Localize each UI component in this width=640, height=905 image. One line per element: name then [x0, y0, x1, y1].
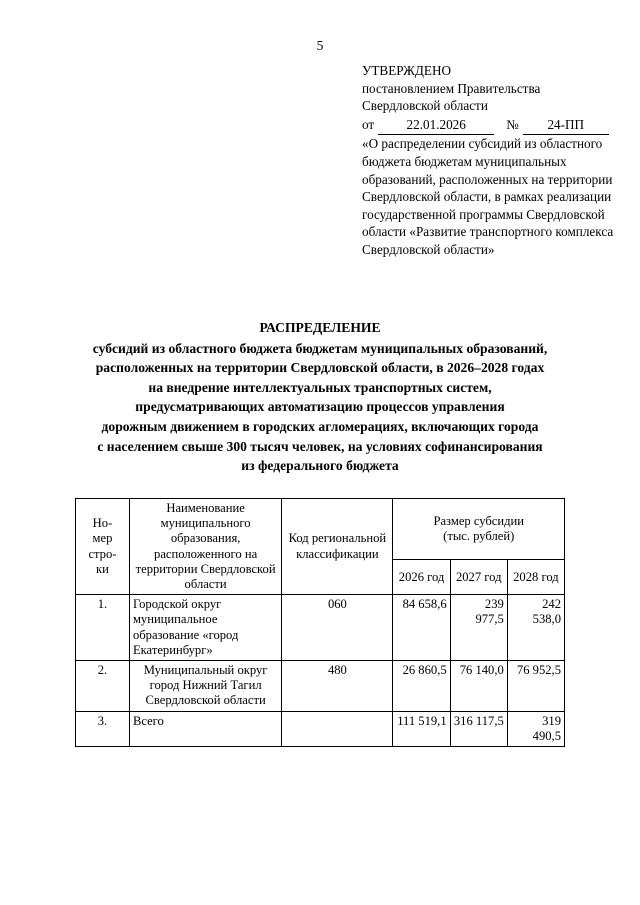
approval-line-1: постановлением Правительства [362, 80, 541, 96]
title-line-1: субсидий из областного бюджета бюджетам муниципальных образований, [92, 340, 548, 356]
cell-municipality-name: Муниципальный округ город Нижний Тагил Свердловской области [129, 661, 281, 712]
cell-amount-2026: 111 519,1 [393, 711, 450, 746]
cell-municipality-name: Городской округ муниципальное образование «город Екатеринбург» [129, 595, 281, 661]
decree-number-value: 24-ПП [523, 116, 609, 136]
cell-amount-2027: 316 117,5 [450, 711, 507, 746]
cell-amount-2026: 84 658,6 [393, 595, 450, 661]
header-row-number-l2: мер [92, 531, 113, 546]
table-body [76, 595, 565, 747]
title-line-6: с населением свыше 300 тысяч человек, на условиях софинансирования [97, 438, 543, 454]
distribution-table [75, 498, 565, 747]
header-subsidy-l1: Размер субсидии [433, 513, 525, 528]
approval-block [362, 62, 630, 259]
cell-amount-2027: 239 977,5 [450, 595, 507, 661]
decree-date-number [362, 116, 630, 136]
cell-amount-2028: 319 490,5 [507, 711, 564, 746]
header-subsidy-amount [393, 499, 565, 560]
header-municipality-name: Наименование муниципального образования, расположенного на территории Свердловской области [129, 499, 281, 595]
table-header-row-1 [76, 499, 565, 560]
cell-code: 060 [282, 595, 393, 661]
decree-date-label: от [362, 116, 375, 132]
cell-municipality-name: Всего [129, 711, 281, 746]
approval-subject: «О распределении субсидий из областного бюджета бюджетам муниципальных образований, расположенных на территории Свердловской области, в рамках реализации государственной программы Свердловской области «Развитие транспортного комплекса Свердловской области» [362, 136, 614, 257]
header-row-number [76, 499, 130, 595]
cell-row-number: 2. [76, 661, 130, 712]
header-subsidy-l2: (тыс. рублей) [443, 529, 515, 544]
title-line-7: из федерального бюджета [241, 458, 399, 474]
header-row-number-l3: стро- [88, 546, 117, 561]
header-year-2028: 2028 год [507, 560, 564, 595]
approval-line-2: Свердловской области [362, 98, 488, 114]
cell-row-number: 1. [76, 595, 130, 661]
approval-heading: УТВЕРЖДЕНО [362, 63, 452, 78]
cell-code [282, 711, 393, 746]
decree-number-label: № [506, 116, 519, 132]
header-year-2027: 2027 год [450, 560, 507, 595]
header-year-2026: 2026 год [393, 560, 450, 595]
cell-amount-2026: 26 860,5 [393, 661, 450, 712]
document-title-block [38, 318, 602, 476]
cell-code: 480 [282, 661, 393, 712]
title-line-3: на внедрение интеллектуальных транспортных систем, [148, 379, 492, 395]
cell-row-number: 3. [76, 711, 130, 746]
cell-amount-2027: 76 140,0 [450, 661, 507, 712]
page-number: 5 [316, 38, 324, 53]
table-row [76, 661, 565, 712]
table-row-total [76, 711, 565, 746]
table-row [76, 595, 565, 661]
cell-amount-2028: 76 952,5 [507, 661, 564, 712]
page-title: РАСПРЕДЕЛЕНИЕ [259, 320, 381, 335]
title-line-4: предусматривающих автоматизацию процессов управления [135, 399, 505, 415]
cell-amount-2028: 242 538,0 [507, 595, 564, 661]
header-row-number-l1: Но- [92, 516, 113, 531]
header-row-number-l4: ки [96, 561, 109, 576]
title-line-5: дорожным движением в городских агломерациях, включающих города [101, 418, 539, 434]
title-line-2: расположенных на территории Свердловской области, в 2026–2028 годах [95, 360, 545, 376]
header-code: Код региональной классификации [282, 499, 393, 595]
decree-date-value: 22.01.2026 [378, 116, 494, 136]
table-header [76, 499, 565, 595]
